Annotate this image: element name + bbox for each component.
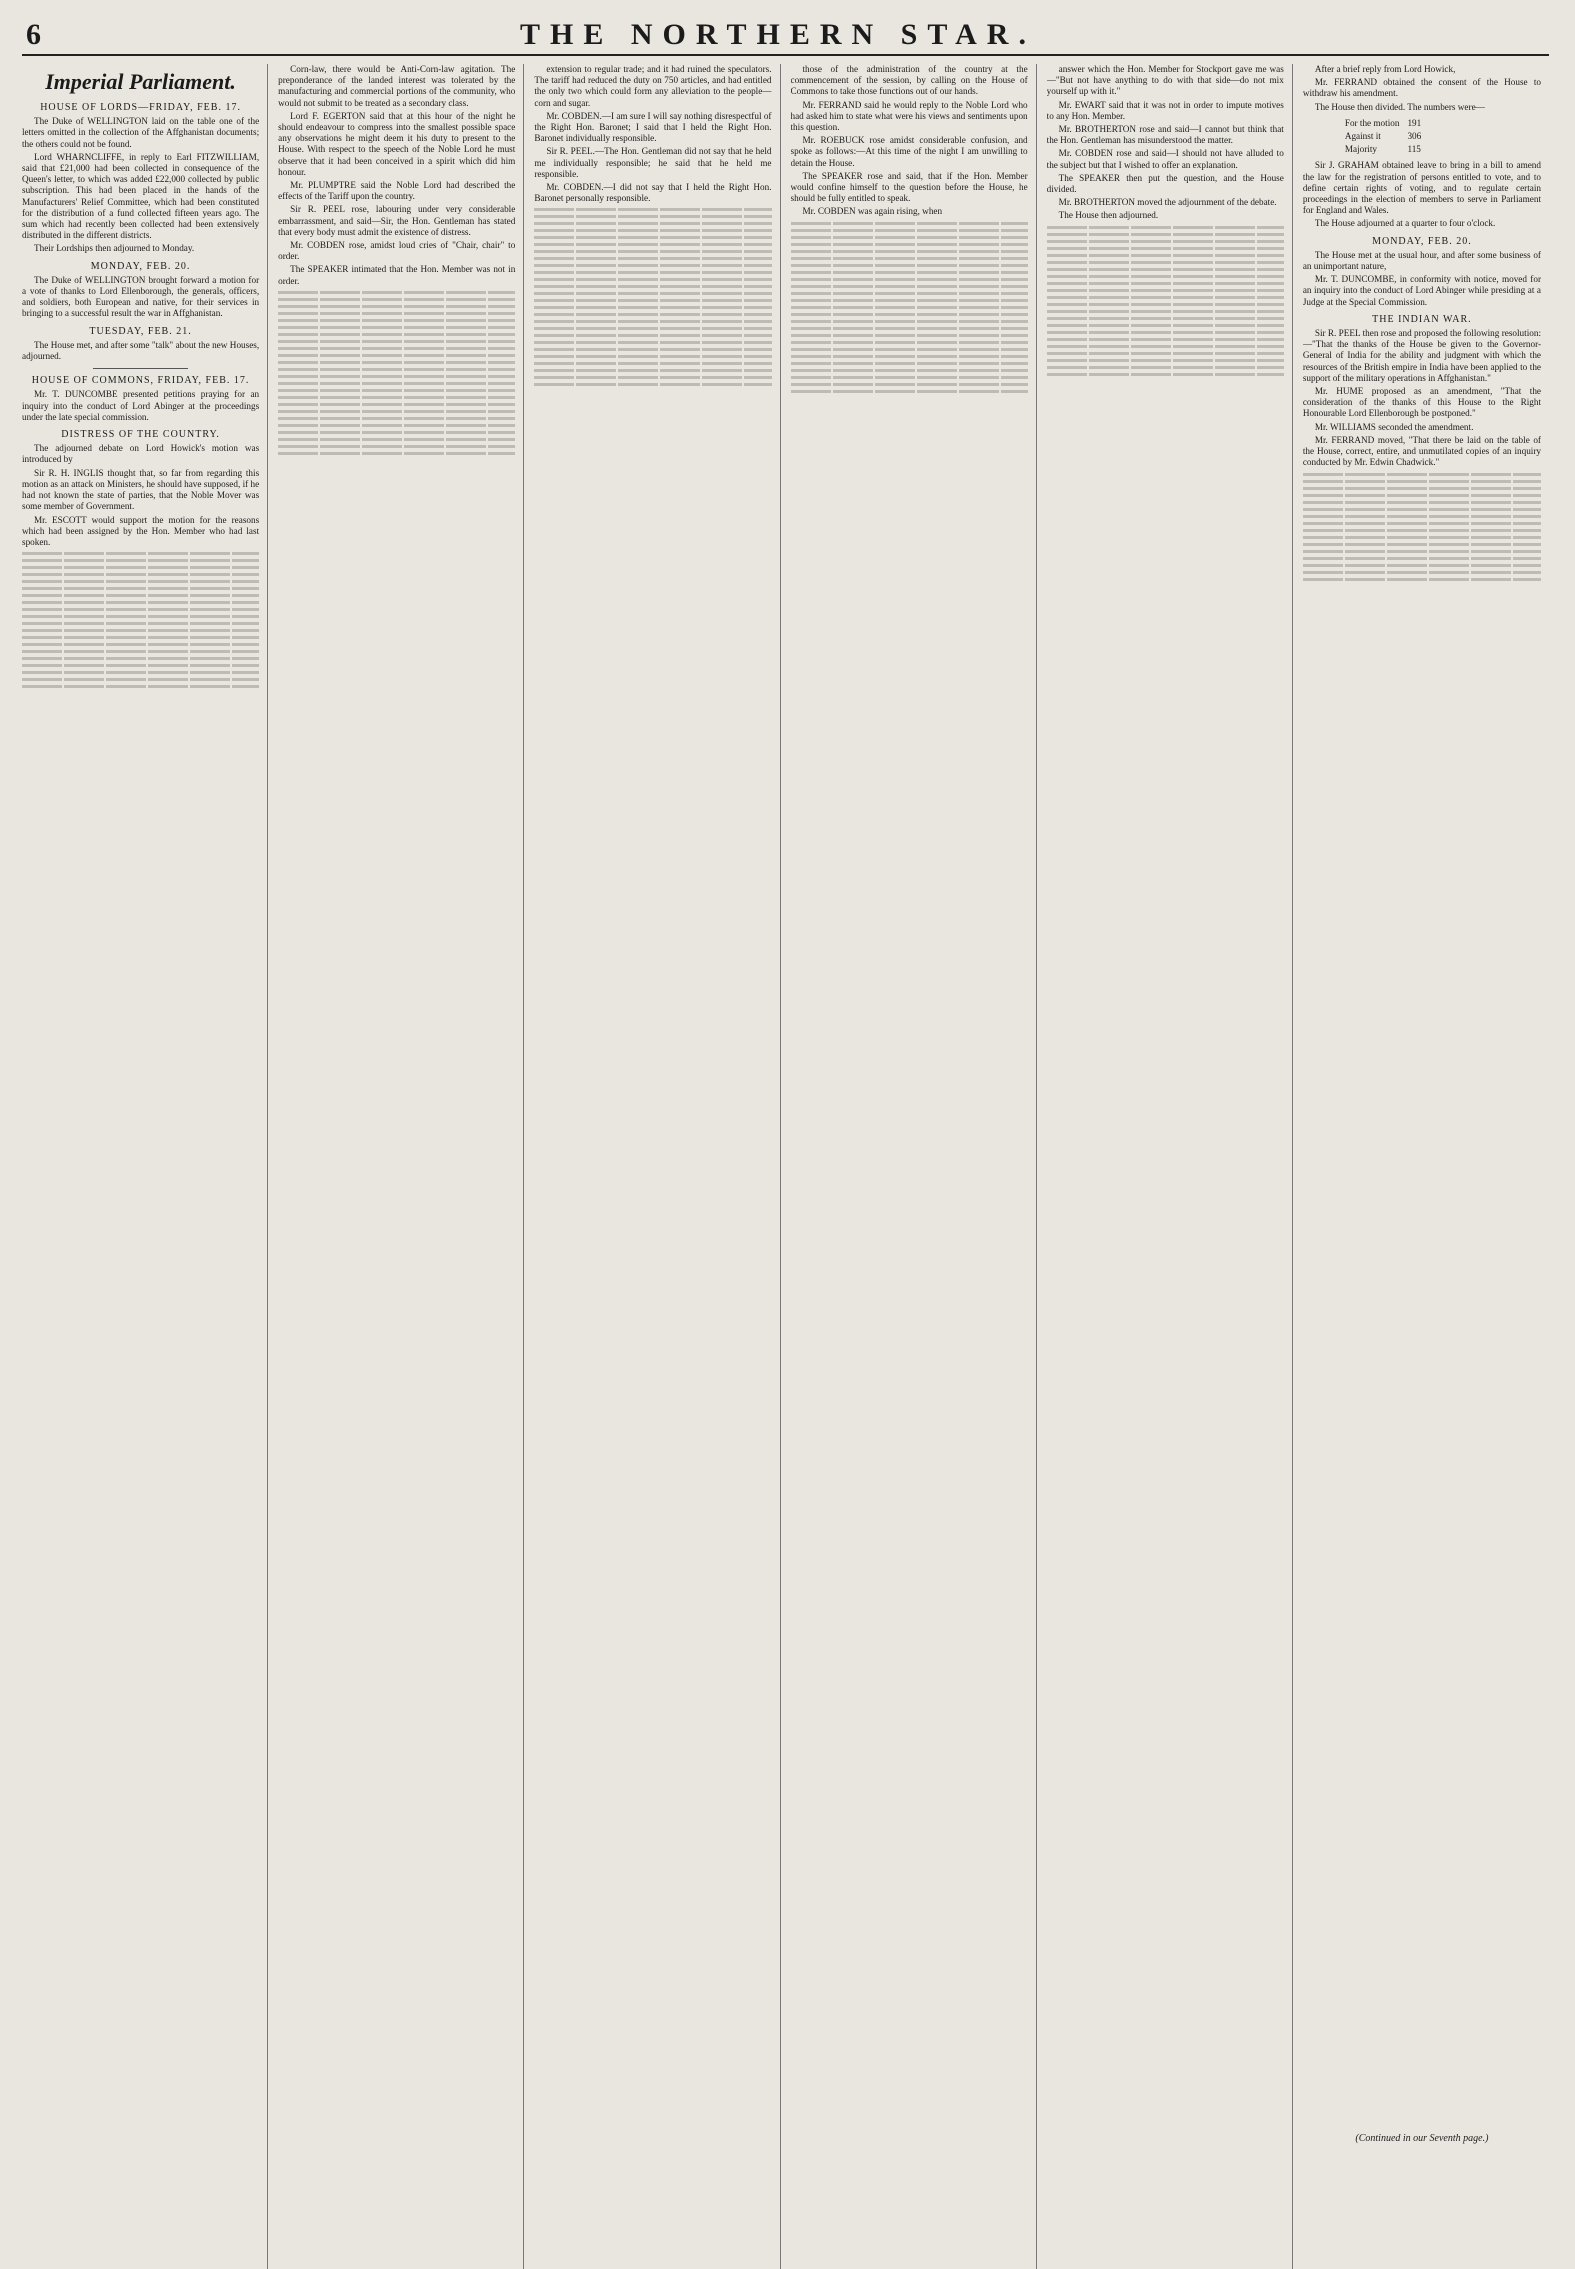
paragraph: Sir R. PEEL rose, labouring under very considerable embarrassment, and said—Sir, the Hon. Gentleman has stated that every body must admit the existence of distress. <box>278 204 516 237</box>
text-block-filler <box>791 222 1028 2222</box>
paragraph: Mr. COBDEN.—I am sure I will say nothing disrespectful of the Right Hon. Baronet; I said that I held the Right Hon. Baronet individually responsible. <box>534 110 772 144</box>
paragraph: The House met at the usual hour, and after some business of an unimportant nature, <box>1302 249 1541 272</box>
paragraph: Mr. FERRAND moved, "That there be laid on the table of the House, correct, entire, and unmutilated copies of an inquiry conducted by Mr. Edwin Chadwick." <box>1302 434 1541 468</box>
article-columns <box>22 64 1549 2269</box>
heading-indian-war: THE INDIAN WAR. <box>1372 313 1472 325</box>
text-block-filler <box>278 291 515 2269</box>
paragraph: Sir R. PEEL then rose and proposed the following resolution:—"That the thanks of the House be given to the Governor-General of India for the ability and judgment with which the resources of the British empire in India have been applied to the support of the military operations in Affghanistan." <box>1302 328 1541 383</box>
paragraph: The House met, and after some "talk" about the new Houses, adjourned. <box>22 339 260 362</box>
paragraph: Mr. COBDEN.—I did not say that I held the Right Hon. Baronet personally responsible. <box>534 182 772 204</box>
vote-label: Majority <box>1344 144 1377 155</box>
paragraph: The SPEAKER intimated that the Hon. Member was not in order. <box>278 264 516 286</box>
paragraph: Mr. FERRAND obtained the consent of the House to withdraw his amendment. <box>1302 77 1541 99</box>
heading-tuesday: TUESDAY, FEB. 21. <box>89 325 192 337</box>
paragraph: The Duke of WELLINGTON brought forward a motion for a vote of thanks to Lord Ellenborough, the generals, officers, and soldiers, both European and native, for their services in bringing to a successful result the war in Affghanistan. <box>22 274 260 319</box>
paragraph: The House then adjourned. <box>1058 210 1159 221</box>
paragraph: Lord WHARNCLIFFE, in reply to Earl FITZWILLIAM, said that £21,000 had been collected in consequence of the Queen's letter, to which was added £22,000 collected by public subscription. This had been placed in the hands of the Manufacturers' Relief Committee, which had been constituted for the distribution of a fund collected fifteen years ago. The sum which had recently been collected had been extensively distributed in the different districts. <box>22 151 260 241</box>
divider <box>93 368 188 369</box>
paragraph: Corn-law, there would be Anti-Corn-law agitation. The preponderance of the landed interest was tolerated by the manufacturing and commercial portions of the community, who would not submit to be treated as a secondary class. <box>278 64 516 108</box>
division-table <box>1343 116 1429 158</box>
text-block-filler <box>1047 226 1284 2226</box>
paragraph: Mr. BROTHERTON rose and said—I cannot but think that the Hon. Gentleman has misunderstood the matter. <box>1046 124 1284 146</box>
paragraph: Mr. COBDEN rose and said—I should not have alluded to the subject but that I wished to offer an explanation. <box>1046 148 1284 170</box>
paragraph: Sir R. H. INGLIS thought that, so far from regarding this motion as an attack on Ministers, he should have supposed, if he had not known the state of parties, that the Noble Mover was some member of Government. <box>22 467 260 512</box>
paragraph: The House adjourned at a quarter to four o'clock. <box>1314 218 1496 229</box>
page-number: 6 <box>26 18 41 51</box>
paragraph: Mr. PLUMPTRE said the Noble Lord had described the effects of the Tariff upon the country. <box>278 180 516 202</box>
paragraph: Mr. FERRAND said he would reply to the Noble Lord who had asked him to state what were his views and sentiments upon this question. <box>790 99 1028 133</box>
column-4 <box>791 64 1037 2269</box>
paragraph: Mr. T. DUNCOMBE presented petitions praying for an inquiry into the conduct of Lord Abinger at the proceedings under the late special commission. <box>22 389 260 422</box>
paragraph: Mr. HUME proposed as an amendment, "That the consideration of the thanks of this House to the Right Honourable Lord Ellenborough be postponed." <box>1302 386 1541 419</box>
paragraph: The House then divided. The numbers were— <box>1314 101 1485 112</box>
column-5 <box>1047 64 1293 2269</box>
paragraph: Mr. COBDEN rose, amidst loud cries of "Chair, chair" to order. <box>278 240 516 262</box>
paragraph: Mr. WILLIAMS seconded the amendment. <box>1314 421 1474 432</box>
masthead <box>22 10 1549 56</box>
paper-title: THE NORTHERN STAR. <box>520 18 1036 51</box>
paragraph: Mr. COBDEN was again rising, when <box>802 206 943 217</box>
vote-count: 115 <box>1407 144 1421 155</box>
vote-row-majority <box>1345 144 1427 155</box>
vote-count: 306 <box>1407 131 1422 142</box>
text-block-filler <box>22 552 259 2269</box>
column-3 <box>534 64 780 2269</box>
section-title: Imperial Parliament. <box>45 69 236 94</box>
heading-distress: DISTRESS OF THE COUNTRY. <box>61 429 220 441</box>
continued-note: (Continued in our Seventh page.) <box>1355 2132 1489 2144</box>
heading-monday: MONDAY, FEB. 20. <box>1372 235 1472 247</box>
paragraph: The Duke of WELLINGTON laid on the table one of the letters omitted in the collection of the Affghanistan documents; the others could not be found. <box>22 116 260 149</box>
vote-label: Against it <box>1344 131 1381 142</box>
column-1 <box>22 64 268 2269</box>
heading-commons-friday: HOUSE OF COMMONS, FRIDAY, FEB. 17. <box>31 375 250 387</box>
paragraph: The SPEAKER then put the question, and the House divided. <box>1046 172 1284 195</box>
column-6 <box>1303 64 1549 2269</box>
text-block-filler <box>1303 473 1541 2123</box>
paragraph: Mr. ESCOTT would support the motion for the reasons which had been assigned by the Hon. Member who had last spoken. <box>22 514 260 547</box>
paragraph: Mr. ROEBUCK rose amidst considerable confusion, and spoke as follows:—At this time of the night I am unwilling to detain the House. <box>790 135 1028 168</box>
paragraph: Mr. BROTHERTON moved the adjournment of the debate. <box>1058 197 1277 208</box>
column-2 <box>278 64 524 2269</box>
paragraph: After a brief reply from Lord Howick, <box>1314 64 1456 74</box>
paragraph: answer which the Hon. Member for Stockport gave me was—"But not have anything to do with that side—do not mix yourself up with it." <box>1046 64 1284 97</box>
paragraph: Their Lordships then adjourned to Monday. <box>34 243 195 254</box>
heading-monday: MONDAY, FEB. 20. <box>90 260 191 272</box>
paragraph: The adjourned debate on Lord Howick's motion was introduced by <box>22 443 260 465</box>
heading-lords-friday: HOUSE OF LORDS—FRIDAY, FEB. 17. <box>40 102 241 113</box>
paragraph: Sir R. PEEL.—The Hon. Gentleman did not say that he held me individually responsible; he said that he held me responsible. <box>534 146 772 179</box>
paragraph: The SPEAKER rose and said, that if the Hon. Member would confine himself to the question before the House, he should be fully entitled to speak. <box>790 170 1028 204</box>
paragraph: those of the administration of the country at the commencement of the session, by calling on the House of Commons to take those functions out of our hands. <box>790 64 1028 97</box>
paragraph: extension to regular trade; and it had ruined the speculators. The tariff had reduced the duty on 750 articles, and had entitled the only two which could form any alleviation to the people—corn and sugar. <box>534 64 772 108</box>
vote-row-for <box>1345 118 1427 129</box>
vote-label: For the motion <box>1344 117 1400 128</box>
text-block-filler <box>534 208 771 2208</box>
paragraph: Sir J. GRAHAM obtained leave to bring in a bill to amend the law for the registration of persons entitled to vote, and to define certain rights of voting, and to regulate certain proceedings in the election of members to serve in Parliament for England and Wales. <box>1302 160 1541 216</box>
paragraph: Mr. T. DUNCOMBE, in conformity with notice, moved for an inquiry into the conduct of Lord Abinger while presiding at a Judge at the Special Commission. <box>1302 274 1541 307</box>
vote-count: 191 <box>1407 117 1422 128</box>
paragraph: Lord F. EGERTON said that at this hour of the night he should endeavour to compress into the smallest possible space any observations he might deem it his duty to present to the House. With respect to the speech of the Noble Lord he must observe that it had been conceived in a spirit which did him honour. <box>278 110 516 177</box>
paragraph: Mr. EWART said that it was not in order to impute motives to any Hon. Member. <box>1046 99 1284 121</box>
vote-row-against <box>1345 131 1427 142</box>
